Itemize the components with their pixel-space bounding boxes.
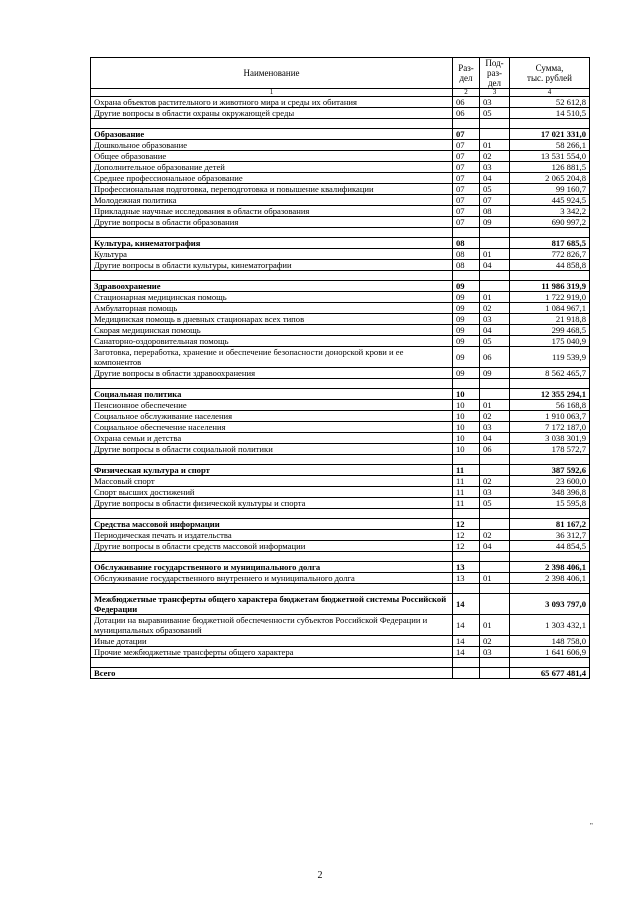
- row-section-code: 07: [453, 173, 480, 184]
- row-section-code: 06: [453, 108, 480, 119]
- row-name: Иные дотации: [91, 636, 453, 647]
- row-name: Социальное обслуживание населения: [91, 411, 453, 422]
- row-section-code: 14: [453, 594, 480, 615]
- row-name: Прочие межбюджетные трансферты общего характера: [91, 647, 453, 658]
- row-subsection-code: 02: [480, 411, 510, 422]
- row-section-code: 10: [453, 444, 480, 455]
- row-section-code: 11: [453, 465, 480, 476]
- table-row: [91, 249, 590, 260]
- row-amount: 690 997,2: [510, 217, 590, 228]
- empty-cell: [91, 658, 453, 668]
- row-name: Всего: [91, 668, 453, 679]
- row-section-code: 09: [453, 347, 480, 368]
- table-row: [91, 347, 590, 368]
- row-name: Социальное обеспечение населения: [91, 422, 453, 433]
- row-section-code: 14: [453, 647, 480, 658]
- empty-row: [91, 379, 590, 389]
- table-row: [91, 314, 590, 325]
- row-subsection-code: 03: [480, 162, 510, 173]
- table-row: [91, 444, 590, 455]
- table-row: [91, 303, 590, 314]
- row-subsection-code: 05: [480, 336, 510, 347]
- row-section-code: 13: [453, 573, 480, 584]
- row-subsection-code: 01: [480, 292, 510, 303]
- row-amount: 7 172 187,0: [510, 422, 590, 433]
- row-subsection-code: 04: [480, 433, 510, 444]
- row-section-code: 07: [453, 195, 480, 206]
- row-section-code: 08: [453, 260, 480, 271]
- table-row: [91, 636, 590, 647]
- row-amount: 11 986 319,9: [510, 281, 590, 292]
- empty-cell: [480, 509, 510, 519]
- column-number: 4: [510, 89, 590, 97]
- row-name: Профессиональная подготовка, переподготовка и повышение квалификации: [91, 184, 453, 195]
- row-name: Средства массовой информации: [91, 519, 453, 530]
- row-subsection-code: 04: [480, 260, 510, 271]
- continuation-mark: ": [590, 822, 593, 830]
- row-name: Культура: [91, 249, 453, 260]
- row-amount: 44 858,8: [510, 260, 590, 271]
- row-name: Охрана объектов растительного и животного мира и среды их обитания: [91, 97, 453, 108]
- table-row: [91, 206, 590, 217]
- empty-cell: [91, 271, 453, 281]
- row-section-code: 12: [453, 519, 480, 530]
- empty-cell: [510, 228, 590, 238]
- header-name: Наименование: [91, 58, 453, 89]
- budget-table: [90, 57, 590, 679]
- row-subsection-code: [480, 519, 510, 530]
- empty-cell: [480, 658, 510, 668]
- row-amount: 3 342,2: [510, 206, 590, 217]
- row-amount: 1 303 432,1: [510, 615, 590, 636]
- row-subsection-code: 05: [480, 184, 510, 195]
- empty-cell: [453, 509, 480, 519]
- table-row: [91, 487, 590, 498]
- row-name: Здравоохранение: [91, 281, 453, 292]
- row-name: Среднее профессиональное образование: [91, 173, 453, 184]
- row-section-code: 10: [453, 411, 480, 422]
- row-name: Культура, кинематография: [91, 238, 453, 249]
- empty-cell: [480, 455, 510, 465]
- empty-cell: [453, 379, 480, 389]
- row-name: Молодежная политика: [91, 195, 453, 206]
- row-amount: 772 826,7: [510, 249, 590, 260]
- row-section-code: 14: [453, 615, 480, 636]
- row-section-code: 11: [453, 476, 480, 487]
- empty-row: [91, 509, 590, 519]
- empty-cell: [510, 584, 590, 594]
- table-row: [91, 151, 590, 162]
- table-row: [91, 530, 590, 541]
- empty-cell: [453, 552, 480, 562]
- row-name: Дошкольное образование: [91, 140, 453, 151]
- table-header-row: [91, 58, 590, 89]
- row-amount: 2 065 204,8: [510, 173, 590, 184]
- row-subsection-code: [480, 129, 510, 140]
- row-name: Периодическая печать и издательства: [91, 530, 453, 541]
- row-subsection-code: 09: [480, 217, 510, 228]
- row-name: Другие вопросы в области средств массовой информации: [91, 541, 453, 552]
- row-amount: 44 854,5: [510, 541, 590, 552]
- row-subsection-code: 01: [480, 400, 510, 411]
- row-subsection-code: 03: [480, 487, 510, 498]
- row-name: Другие вопросы в области здравоохранения: [91, 368, 453, 379]
- row-amount: 36 312,7: [510, 530, 590, 541]
- row-subsection-code: 03: [480, 97, 510, 108]
- row-subsection-code: 06: [480, 444, 510, 455]
- row-section-code: 07: [453, 151, 480, 162]
- row-amount: 14 510,5: [510, 108, 590, 119]
- row-amount: 17 021 331,0: [510, 129, 590, 140]
- section-row: [91, 519, 590, 530]
- row-subsection-code: 07: [480, 195, 510, 206]
- row-subsection-code: 02: [480, 151, 510, 162]
- row-subsection-code: 06: [480, 347, 510, 368]
- row-amount: 81 167,2: [510, 519, 590, 530]
- table-row: [91, 336, 590, 347]
- row-amount: 58 266,1: [510, 140, 590, 151]
- row-section-code: 07: [453, 184, 480, 195]
- row-subsection-code: 01: [480, 615, 510, 636]
- row-amount: 175 040,9: [510, 336, 590, 347]
- row-section-code: 09: [453, 336, 480, 347]
- row-amount: 1 722 919,0: [510, 292, 590, 303]
- row-name: Пенсионное обеспечение: [91, 400, 453, 411]
- row-amount: 3 038 301,9: [510, 433, 590, 444]
- empty-cell: [453, 658, 480, 668]
- row-amount: 148 758,0: [510, 636, 590, 647]
- row-name: Другие вопросы в области охраны окружающей среды: [91, 108, 453, 119]
- row-subsection-code: 04: [480, 541, 510, 552]
- row-subsection-code: 05: [480, 108, 510, 119]
- row-name: Массовый спорт: [91, 476, 453, 487]
- empty-cell: [480, 228, 510, 238]
- row-section-code: 09: [453, 325, 480, 336]
- row-section-code: 09: [453, 314, 480, 325]
- empty-row: [91, 119, 590, 129]
- row-section-code: 07: [453, 140, 480, 151]
- row-section-code: 07: [453, 217, 480, 228]
- row-name: Физическая культура и спорт: [91, 465, 453, 476]
- empty-cell: [510, 379, 590, 389]
- row-name: Другие вопросы в области социальной политики: [91, 444, 453, 455]
- column-number-row: [91, 89, 590, 97]
- table-row: [91, 573, 590, 584]
- row-subsection-code: [480, 238, 510, 249]
- table-row: [91, 476, 590, 487]
- row-name: Амбулаторная помощь: [91, 303, 453, 314]
- row-section-code: 07: [453, 206, 480, 217]
- row-amount: 52 612,8: [510, 97, 590, 108]
- row-amount: 1 910 063,7: [510, 411, 590, 422]
- row-name: Спорт высших достижений: [91, 487, 453, 498]
- empty-row: [91, 271, 590, 281]
- row-amount: 12 355 294,1: [510, 389, 590, 400]
- row-section-code: 09: [453, 303, 480, 314]
- row-amount: 13 531 554,0: [510, 151, 590, 162]
- row-section-code: 10: [453, 433, 480, 444]
- empty-cell: [91, 552, 453, 562]
- row-amount: 387 592,6: [510, 465, 590, 476]
- row-amount: 119 539,9: [510, 347, 590, 368]
- row-section-code: 12: [453, 530, 480, 541]
- empty-cell: [453, 271, 480, 281]
- empty-row: [91, 228, 590, 238]
- row-section-code: 08: [453, 249, 480, 260]
- row-section-code: 07: [453, 162, 480, 173]
- section-row: [91, 281, 590, 292]
- empty-cell: [91, 584, 453, 594]
- table-row: [91, 162, 590, 173]
- table-row: [91, 400, 590, 411]
- row-section-code: 12: [453, 541, 480, 552]
- row-name: Заготовка, переработка, хранение и обеспечение безопасности донорской крови и ее компонентов: [91, 347, 453, 368]
- row-amount: 348 396,8: [510, 487, 590, 498]
- table-row: [91, 498, 590, 509]
- table-row: [91, 195, 590, 206]
- row-subsection-code: 02: [480, 636, 510, 647]
- row-section-code: 07: [453, 129, 480, 140]
- table-row: [91, 647, 590, 658]
- row-amount: 15 595,8: [510, 498, 590, 509]
- table-row: [91, 173, 590, 184]
- row-subsection-code: 04: [480, 173, 510, 184]
- column-number: 2: [453, 89, 480, 97]
- row-subsection-code: 02: [480, 530, 510, 541]
- empty-cell: [480, 552, 510, 562]
- empty-cell: [510, 271, 590, 281]
- empty-cell: [510, 455, 590, 465]
- row-name: Охрана семьи и детства: [91, 433, 453, 444]
- row-amount: 56 168,8: [510, 400, 590, 411]
- section-row: [91, 562, 590, 573]
- row-subsection-code: 04: [480, 325, 510, 336]
- empty-cell: [91, 119, 453, 129]
- empty-cell: [480, 584, 510, 594]
- table-row: [91, 615, 590, 636]
- row-subsection-code: [480, 389, 510, 400]
- table-row: [91, 433, 590, 444]
- row-amount: 2 398 406,1: [510, 562, 590, 573]
- header-amount: Сумма, тыс. рублей: [510, 58, 590, 89]
- row-name: Стационарная медицинская помощь: [91, 292, 453, 303]
- column-number: 3: [480, 89, 510, 97]
- row-amount: 2 398 406,1: [510, 573, 590, 584]
- section-row: [91, 594, 590, 615]
- row-subsection-code: 03: [480, 422, 510, 433]
- row-section-code: 10: [453, 400, 480, 411]
- row-amount: 21 918,8: [510, 314, 590, 325]
- empty-cell: [480, 379, 510, 389]
- row-subsection-code: 01: [480, 573, 510, 584]
- empty-cell: [510, 552, 590, 562]
- row-name: Общее образование: [91, 151, 453, 162]
- table-row: [91, 422, 590, 433]
- table-row: [91, 292, 590, 303]
- row-name: Другие вопросы в области образования: [91, 217, 453, 228]
- empty-cell: [453, 228, 480, 238]
- empty-cell: [91, 509, 453, 519]
- empty-cell: [453, 584, 480, 594]
- row-name: Дополнительное образование детей: [91, 162, 453, 173]
- empty-cell: [453, 119, 480, 129]
- row-section-code: 13: [453, 562, 480, 573]
- empty-cell: [510, 119, 590, 129]
- row-amount: 178 572,7: [510, 444, 590, 455]
- row-name: Обслуживание государственного внутреннего и муниципального долга: [91, 573, 453, 584]
- section-row: [91, 389, 590, 400]
- row-section-code: 11: [453, 498, 480, 509]
- empty-cell: [480, 119, 510, 129]
- row-name: Медицинская помощь в дневных стационарах всех типов: [91, 314, 453, 325]
- empty-cell: [480, 271, 510, 281]
- empty-cell: [91, 455, 453, 465]
- row-subsection-code: [480, 562, 510, 573]
- row-name: Межбюджетные трансферты общего характера бюджетам бюджетной системы Российской Федерации: [91, 594, 453, 615]
- budget-table-body: [91, 97, 590, 679]
- row-name: Санаторно-оздоровительная помощь: [91, 336, 453, 347]
- row-section-code: [453, 668, 480, 679]
- table-row: [91, 411, 590, 422]
- empty-cell: [510, 509, 590, 519]
- row-name: Другие вопросы в области культуры, кинематографии: [91, 260, 453, 271]
- table-row: [91, 108, 590, 119]
- row-subsection-code: 03: [480, 647, 510, 658]
- table-row: [91, 325, 590, 336]
- row-amount: 126 881,5: [510, 162, 590, 173]
- row-subsection-code: 02: [480, 303, 510, 314]
- row-subsection-code: 05: [480, 498, 510, 509]
- row-section-code: 08: [453, 238, 480, 249]
- row-subsection-code: 01: [480, 140, 510, 151]
- section-row: [91, 465, 590, 476]
- table-row: [91, 217, 590, 228]
- empty-cell: [91, 228, 453, 238]
- empty-row: [91, 584, 590, 594]
- column-number: 1: [91, 89, 453, 97]
- row-amount: 23 600,0: [510, 476, 590, 487]
- row-name: Образование: [91, 129, 453, 140]
- empty-cell: [453, 455, 480, 465]
- row-subsection-code: 09: [480, 368, 510, 379]
- empty-row: [91, 658, 590, 668]
- row-section-code: 09: [453, 368, 480, 379]
- row-section-code: 06: [453, 97, 480, 108]
- row-subsection-code: [480, 594, 510, 615]
- section-row: [91, 668, 590, 679]
- header-subsection: Под- раз- дел: [480, 58, 510, 89]
- row-amount: 817 685,5: [510, 238, 590, 249]
- page-number: 2: [317, 870, 323, 881]
- row-subsection-code: [480, 281, 510, 292]
- row-subsection-code: 08: [480, 206, 510, 217]
- section-row: [91, 129, 590, 140]
- empty-cell: [510, 658, 590, 668]
- row-amount: 3 093 797,0: [510, 594, 590, 615]
- row-amount: 445 924,5: [510, 195, 590, 206]
- row-amount: 1 084 967,1: [510, 303, 590, 314]
- empty-row: [91, 552, 590, 562]
- row-section-code: 09: [453, 292, 480, 303]
- table-row: [91, 184, 590, 195]
- row-name: Дотации на выравнивание бюджетной обеспеченности субъектов Российской Федерации и муниципальных образований: [91, 615, 453, 636]
- row-name: Другие вопросы в области физической культуры и спорта: [91, 498, 453, 509]
- row-amount: 299 468,5: [510, 325, 590, 336]
- row-subsection-code: 03: [480, 314, 510, 325]
- row-name: Обслуживание государственного и муниципального долга: [91, 562, 453, 573]
- section-row: [91, 238, 590, 249]
- row-name: Скорая медицинская помощь: [91, 325, 453, 336]
- row-subsection-code: 01: [480, 249, 510, 260]
- row-section-code: 10: [453, 389, 480, 400]
- row-section-code: 14: [453, 636, 480, 647]
- table-row: [91, 140, 590, 151]
- table-row: [91, 97, 590, 108]
- table-row: [91, 541, 590, 552]
- row-subsection-code: [480, 465, 510, 476]
- table-row: [91, 368, 590, 379]
- empty-cell: [91, 379, 453, 389]
- row-amount: 99 160,7: [510, 184, 590, 195]
- row-section-code: 09: [453, 281, 480, 292]
- row-section-code: 10: [453, 422, 480, 433]
- table-row: [91, 260, 590, 271]
- header-section: Раз- дел: [453, 58, 480, 89]
- empty-row: [91, 455, 590, 465]
- row-name: Социальная политика: [91, 389, 453, 400]
- row-section-code: 11: [453, 487, 480, 498]
- row-subsection-code: 02: [480, 476, 510, 487]
- row-subsection-code: [480, 668, 510, 679]
- row-amount: 8 562 465,7: [510, 368, 590, 379]
- row-amount: 65 677 481,4: [510, 668, 590, 679]
- row-amount: 1 641 606,9: [510, 647, 590, 658]
- row-name: Прикладные научные исследования в области образования: [91, 206, 453, 217]
